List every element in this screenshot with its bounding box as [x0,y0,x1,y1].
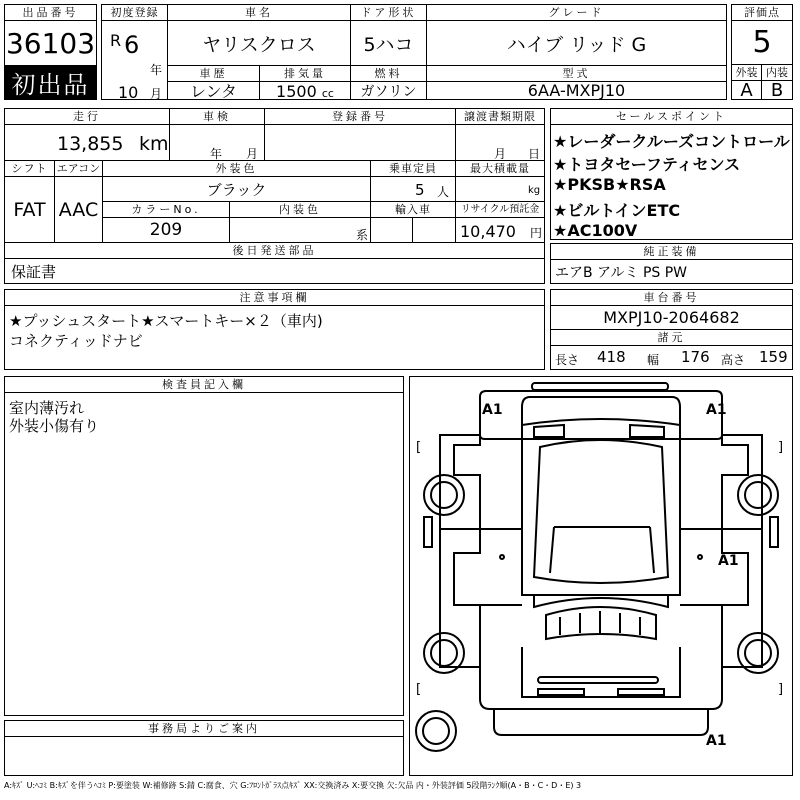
capacity-unit: 人 [437,185,450,199]
model-value: 6AA-MXPJ10 [527,81,626,100]
inspector-box [4,376,404,716]
damage-mark: A1 [706,733,727,749]
damage-mark: A1 [706,402,727,418]
docs-month-unit: 月 [494,147,507,161]
color-label: 外装色 [103,161,371,177]
bracket-marker: [ [416,440,422,455]
color-no-value: 209 [103,218,230,243]
first-reg-year: 6 [124,31,140,59]
recycle-label: リサイクル預託金 [456,202,544,218]
recycle-cell [456,218,544,243]
first-reg-label: 初度登録 [102,5,168,21]
import-label: 輸入車 [371,202,456,218]
history-label: 車歴 [168,66,260,82]
fuel-label: 燃料 [351,66,427,82]
chassis-label: 車台番号 [551,290,792,306]
bracket-marker: ] [778,440,784,455]
month-value: 10 [118,83,139,102]
displacement-unit: cc [321,87,334,100]
load-unit: kg [528,185,541,196]
header-section [4,4,793,103]
inspection-month-unit: 月 [246,147,259,161]
sales-item: ★AC100V [553,221,638,240]
shift-value: FAT [5,177,55,243]
width-label: 幅 [647,353,660,367]
footer-legend: A:ｷｽﾞ U:ﾍｺﾐ B:ｷｽﾞを伴うﾍｺﾐ P:要塗装 W:補修跡 S:錆 C:腐食、穴 G:ﾌﾛﾝﾄｶﾞﾗｽ点ｷｽﾞ XX:交換済み X:要交換 欠:欠品 内・外装評価 5段階ﾗﾝｸ順(A・B・C・D・E) 3 [4,781,582,790]
door-label: ドア形状 [351,5,427,21]
inspection-year-unit: 年 [210,147,223,161]
sales-box [550,108,793,240]
sales-item: ★PKSB★RSA [553,175,666,194]
car-name: ヤリスクロス [168,21,351,65]
grade-label: グレード [427,5,726,21]
ac-value: AAC [55,177,103,243]
load-cell [456,177,544,202]
year-unit: 年 [150,63,163,77]
door-type: 5ハコ [351,21,427,65]
exterior-grade: A [732,81,762,99]
car-diagram-svg [410,377,792,775]
docs-day-unit: 日 [528,147,541,161]
first-listing-badge: 初出品 [5,65,96,99]
color-value: ブラック [103,177,371,202]
fuel-value: ガソリン [351,82,427,99]
name-label: 車名 [168,5,351,21]
capacity-label: 乗車定員 [371,161,456,177]
equipment-label: 純正装備 [551,244,792,260]
reg-no-cell [265,125,456,161]
later-label: 後日発送部品 [5,243,544,259]
import-cell-a [371,218,413,243]
sales-item: ★トヨタセーフティセンス [553,155,741,174]
month-unit: 月 [150,87,163,101]
width-value: 176 [681,348,710,366]
office-label: 事務局よりご案内 [5,721,403,737]
interior-color-cell [230,218,371,243]
length-value: 418 [597,348,626,366]
equipment-box [550,243,793,284]
interior-color-unit: 系 [356,228,369,242]
bracket-marker: ] [778,682,784,697]
first-reg-era: R [110,31,122,50]
reg-no-label: 登録番号 [265,109,456,125]
inspector-line: 室内薄汚れ [9,399,85,417]
displacement-value [260,82,351,99]
interior-label: 内装 [762,65,792,81]
interior-color-label: 内装色 [230,202,371,218]
mileage-value: 13,855 [57,133,124,155]
inspection-cell [170,125,265,161]
dims-label: 諸元 [551,330,792,346]
docs-label: 譲渡書類期限 [456,109,544,125]
sales-item: ★ビルトインETC [553,201,681,220]
load-label: 最大積載量 [456,161,544,177]
lot-box [4,4,97,100]
ac-label: エアコン [55,161,103,177]
sales-item: ★レーダークルーズコントロール [553,132,790,151]
inspector-line: 外装小傷有り [9,417,100,435]
model-label: 型式 [427,66,726,82]
car-diagram [409,376,793,776]
notes-line: コネクティッドナビ [9,332,143,350]
sales-label: セールスポイント [551,109,792,125]
mileage-unit: km [139,133,169,155]
chassis-number: MXPJ10-2064682 [551,306,792,330]
specs-grid [4,108,545,284]
lot-number: 36103 [5,26,96,60]
notes-label: 注意事項欄 [5,290,544,306]
recycle-unit: 円 [530,226,543,240]
docs-cell [456,125,544,161]
mileage-label: 走行 [5,109,170,125]
notes-box [4,289,545,370]
history-value: レンタ [168,82,260,99]
notes-line: ★プッシュスタート★スマートキー×２（車内) [9,312,323,330]
equipment-value: エアB アルミ PS PW [555,265,688,281]
inspector-label: 検査員記入欄 [5,377,403,393]
damage-mark: A1 [718,553,739,569]
color-no-label: カラーNo. [103,202,230,218]
score-box [731,4,793,100]
capacity-value: 5 [415,181,425,199]
capacity-cell [371,177,456,202]
later-value: 保証書 [11,263,57,281]
height-label: 高さ [721,353,746,367]
score-value: 5 [732,21,792,65]
bracket-marker: [ [416,682,422,697]
lot-label: 出品番号 [5,5,96,21]
recycle-value: 10,470 [460,222,516,241]
exterior-label: 外装 [732,65,762,81]
length-label: 長さ [555,353,580,367]
damage-mark: A1 [482,402,503,418]
header-grid [101,4,727,100]
displacement-label: 排気量 [260,66,351,82]
interior-grade: B [770,79,784,101]
height-value: 159 [759,348,788,366]
inspection-label: 車検 [170,109,265,125]
office-box [4,720,404,776]
grade: ハイブ リッド G [506,33,647,56]
import-cell-b [413,218,456,243]
displacement-number: 1500 [276,82,317,101]
mileage-cell [5,125,170,161]
dims-row [551,346,792,369]
chassis-box [550,289,793,370]
shift-label: シフト [5,161,55,177]
score-label: 評価点 [732,5,792,21]
